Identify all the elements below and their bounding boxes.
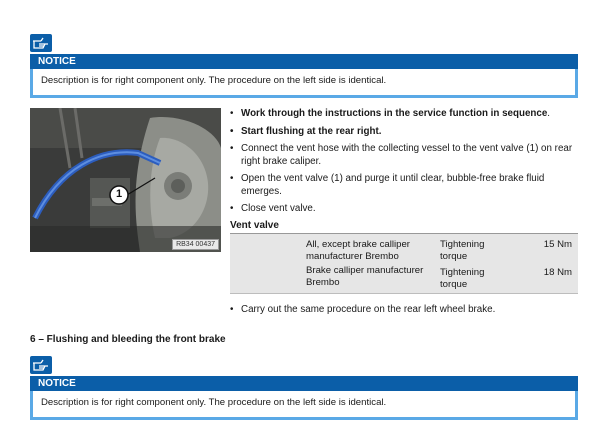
step-item	[230, 126, 580, 139]
table-cell-condition: Brake calliper manufacturer Brembo	[306, 265, 424, 288]
table-cell-value: 18 Nm	[543, 267, 572, 278]
hand-pointer-icon	[32, 358, 50, 372]
procedure-steps	[230, 108, 580, 221]
torque-table	[230, 234, 578, 294]
callout-number: 1	[115, 188, 123, 200]
step-item	[230, 143, 580, 168]
step-bold-text: Start flushing at the rear right.	[241, 125, 382, 137]
figure-caption: RB34 00437	[172, 239, 219, 250]
notice-text: Description is for right component only. The procedure on the left side is identical.	[41, 397, 387, 408]
notice-hand-icon	[30, 34, 52, 52]
notice-hand-icon	[30, 356, 52, 374]
hand-pointer-icon	[32, 36, 50, 50]
step-item	[230, 108, 580, 121]
step-text: .	[547, 108, 551, 119]
step-item	[230, 203, 580, 216]
step-item	[230, 173, 580, 198]
notice-text: Description is for right component only. The procedure on the left side is identical.	[41, 75, 387, 86]
table-cell-value: 15 Nm	[543, 239, 572, 250]
notice-box-bottom	[30, 376, 578, 420]
step-text: Close vent valve.	[241, 203, 316, 214]
notice-title: NOTICE	[30, 376, 578, 391]
brake-caliper-image	[30, 108, 221, 252]
brake-caliper-photo	[30, 108, 221, 252]
section-heading: 6 – Flushing and bleeding the front brake	[30, 334, 226, 345]
notice-title: NOTICE	[30, 54, 578, 69]
list-item: • Carry out the same procedure on the rear left wheel brake.	[230, 304, 495, 315]
table-cell-condition: All, except brake calliper manufacturer Brembo	[306, 239, 410, 262]
table-cell-type: Tightening torque	[440, 239, 485, 262]
step-text: Open the vent valve (1) and purge it until clear, bubble-free brake fluid emerges.	[241, 173, 545, 197]
table-cell-type: Tightening torque	[440, 267, 485, 290]
step-bold-text: Work through the instructions in the service function in sequence	[241, 108, 548, 119]
step-text: Connect the vent hose with the collecting vessel to the vent valve (1) on rear right brake caliper.	[241, 143, 573, 167]
carry-out-list	[230, 304, 495, 315]
notice-box-top	[30, 54, 578, 98]
vent-valve-title: Vent valve	[230, 220, 279, 231]
